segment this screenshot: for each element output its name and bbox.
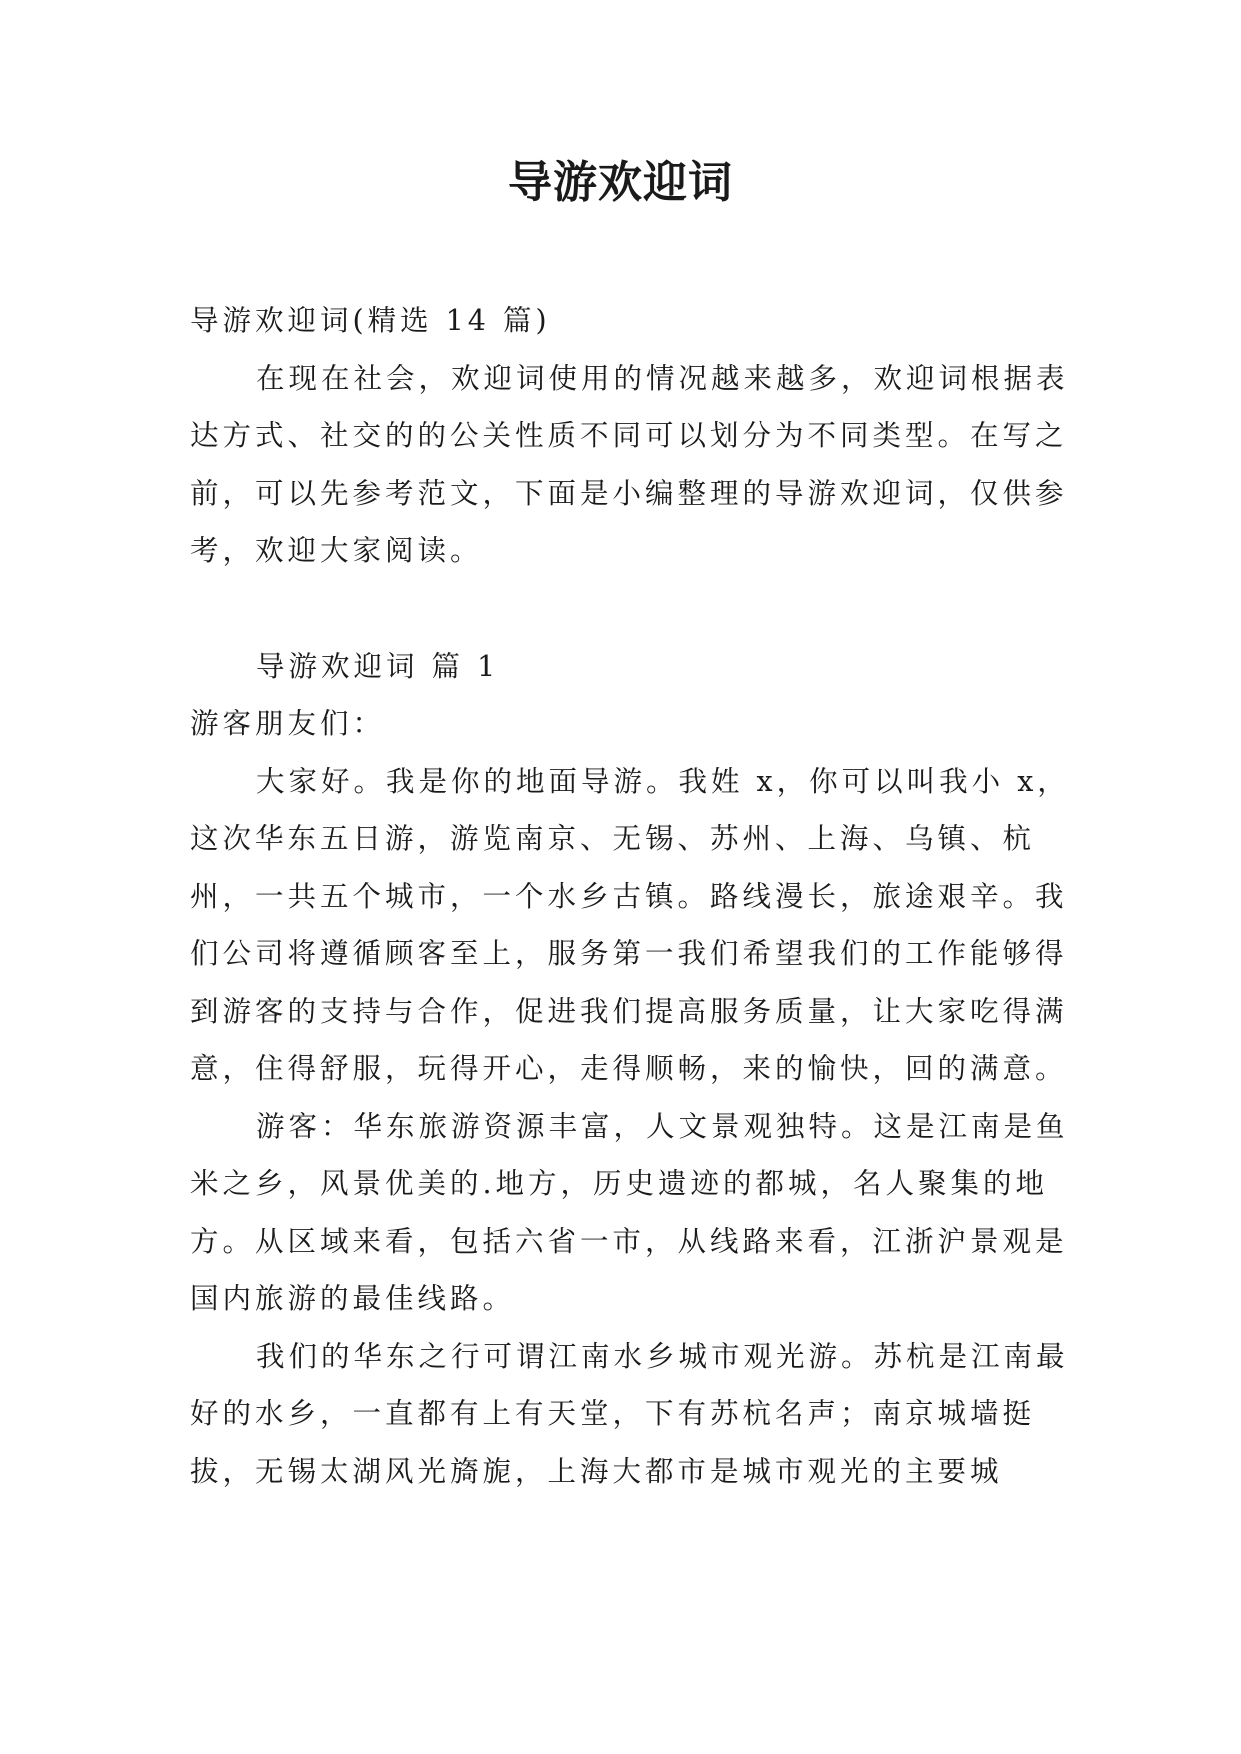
salutation: 游客朋友们： — [190, 707, 386, 740]
document-body — [190, 292, 1070, 1500]
section-heading: 导游欢迎词 篇 1 — [256, 649, 500, 683]
body-paragraph-3: 我们的华东之行可谓江南水乡城市观光游。苏杭是江南最好的水乡，一直都有上有天堂，下有苏杭名声；南京城墙挺拔，无锡太湖风光旖旎，上海大都市是城市观光的主要城 — [190, 1339, 1069, 1488]
document-title: 导游欢迎词 — [508, 157, 733, 208]
document-subtitle: 导游欢迎词(精选 14 篇) — [190, 304, 551, 337]
section-spacer — [190, 580, 1070, 638]
body-paragraph-2: 游客：华东旅游资源丰富，人文景观独特。这是江南是鱼米之乡，风景优美的.地方，历史遗迹的都城，名人聚集的地方。从区域来看，包括六省一市，从线路来看，江浙沪景观是国内旅游的最佳线路。 — [190, 1109, 1069, 1315]
body-paragraph-1: 大家好。我是你的地面导游。我姓 x，你可以叫我小 x，这次华东五日游，游览南京、无锡、苏州、上海、乌镇、杭州，一共五个城市，一个水乡古镇。路线漫长，旅途艰辛。我们公司将遵循顾客至上，服务第一我们希望我们的工作能够得到游客的支持与合作，促进我们提高服务质量，让大家吃得满意，住得舒服，玩得开心，走得顺畅，来的愉快，回的满意。 — [190, 764, 1070, 1085]
intro-paragraph: 在现在社会，欢迎词使用的情况越来越多，欢迎词根据表达方式、社交的的公关性质不同可以划分为不同类型。在写之前，可以先参考范文，下面是小编整理的导游欢迎词，仅供参考，欢迎大家阅读。 — [190, 361, 1069, 567]
